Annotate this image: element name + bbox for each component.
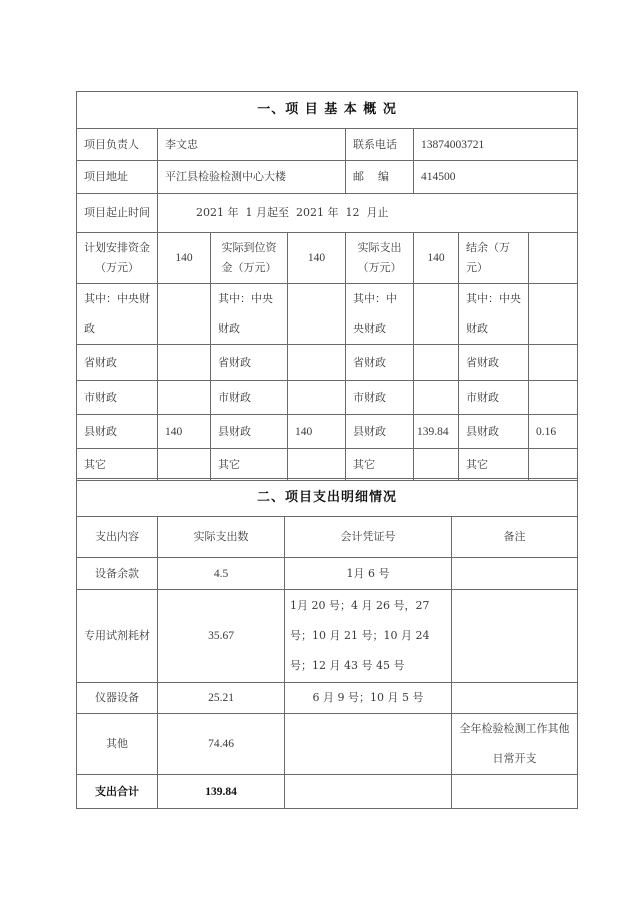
- fund-source-label: 县财政: [459, 415, 529, 449]
- fund-source-value: 0.16: [529, 415, 578, 449]
- project-overview-table: [76, 91, 578, 481]
- expense-note: [452, 558, 578, 590]
- planned-funds-value: 140: [158, 233, 211, 284]
- expense-item: 专用试剂耗材: [77, 590, 158, 683]
- fund-source-label: 省财政: [459, 345, 529, 381]
- fund-source-label: 市财政: [211, 381, 288, 415]
- fund-source-label: 其它: [77, 449, 158, 481]
- fund-source-value: [414, 284, 459, 345]
- fund-source-label: 其中：中央财政: [211, 284, 288, 345]
- total-note: [452, 775, 578, 809]
- expense-amount: 25.21: [158, 683, 285, 714]
- fund-source-value: [288, 449, 346, 481]
- total-voucher: [285, 775, 452, 809]
- expense-voucher: 1月 20 号；4 月 26 号，27 号；10 月 21 号；10 月 24 号；12 月 43 号 45 号: [285, 590, 452, 683]
- expense-note: [452, 683, 578, 714]
- expense-item: 设备余款: [77, 558, 158, 590]
- fund-source-value: 140: [288, 415, 346, 449]
- fund-source-value: 139.84: [414, 415, 459, 449]
- fund-source-label: 其中：中央财政: [459, 284, 529, 345]
- fund-source-label: 市财政: [77, 381, 158, 415]
- expense-voucher: 6 月 9 号；10 月 5 号: [285, 683, 452, 714]
- postcode-value: 414500: [414, 161, 578, 194]
- expense-voucher: 1月 6 号: [285, 558, 452, 590]
- received-funds-value: 140: [288, 233, 346, 284]
- fund-source-value: [529, 345, 578, 381]
- received-funds-label: 实际到位资金（万元）: [211, 233, 288, 284]
- total-label: 支出合计: [77, 775, 158, 809]
- total-amount: 139.84: [158, 775, 285, 809]
- table-row: [77, 590, 578, 683]
- fund-source-value: [288, 345, 346, 381]
- planned-funds-label: 计划安排资金（万元）: [77, 233, 158, 284]
- fund-source-label: 其中：中央财政: [77, 284, 158, 345]
- period-label: 项目起止时间: [77, 194, 158, 233]
- section2-title: 二、项目支出明细情况: [77, 479, 578, 517]
- fund-source-value: [529, 449, 578, 481]
- fund-source-value: [414, 381, 459, 415]
- fund-source-label: 其它: [346, 449, 414, 481]
- expense-item: 仪器设备: [77, 683, 158, 714]
- fund-source-label: 县财政: [346, 415, 414, 449]
- fund-source-value: [414, 345, 459, 381]
- fund-source-value: [529, 381, 578, 415]
- expense-voucher: [285, 714, 452, 775]
- expense-note: [452, 590, 578, 683]
- fund-source-value: [158, 345, 211, 381]
- fund-source-label: 其中：中央财政: [346, 284, 414, 345]
- postcode-label: 邮 编: [346, 161, 414, 194]
- expense-item: 其他: [77, 714, 158, 775]
- fund-source-value: [529, 284, 578, 345]
- address-label: 项目地址: [77, 161, 158, 194]
- fund-source-value: [288, 381, 346, 415]
- expense-detail-table: [76, 478, 578, 809]
- table-row-total: [77, 775, 578, 809]
- expense-note: 全年检验检测工作其他日常开支: [452, 714, 578, 775]
- phone-label: 联系电话: [346, 129, 414, 161]
- table-row: [77, 714, 578, 775]
- table-row: [77, 683, 578, 714]
- fund-source-value: 140: [158, 415, 211, 449]
- fund-source-label: 省财政: [77, 345, 158, 381]
- fund-source-label: 其它: [211, 449, 288, 481]
- fund-source-value: [158, 381, 211, 415]
- table-row: [77, 558, 578, 590]
- fund-source-label: 其它: [459, 449, 529, 481]
- header-voucher: 会计凭证号: [285, 517, 452, 558]
- actual-expense-label: 实际支出（万元）: [346, 233, 414, 284]
- fund-source-label: 县财政: [77, 415, 158, 449]
- fund-source-label: 市财政: [459, 381, 529, 415]
- leader-value: 李文忠: [158, 129, 346, 161]
- fund-source-label: 县财政: [211, 415, 288, 449]
- expense-amount: 35.67: [158, 590, 285, 683]
- fund-source-value: [158, 284, 211, 345]
- phone-value: 13874003721: [414, 129, 578, 161]
- expense-amount: 4.5: [158, 558, 285, 590]
- header-note: 备注: [452, 517, 578, 558]
- fund-source-value: [288, 284, 346, 345]
- actual-expense-value: 140: [414, 233, 459, 284]
- section1-title: 一、项 目 基 本 概 况: [77, 92, 578, 129]
- fund-source-label: 省财政: [346, 345, 414, 381]
- fund-source-label: 市财政: [346, 381, 414, 415]
- balance-label: 结余（万元）: [459, 233, 529, 284]
- expense-amount: 74.46: [158, 714, 285, 775]
- period-value: 2021 年 1 月起至 2021 年 12 月止: [158, 194, 578, 233]
- header-item: 支出内容: [77, 517, 158, 558]
- fund-source-value: [158, 449, 211, 481]
- header-amount: 实际支出数: [158, 517, 285, 558]
- address-value: 平江县检验检测中心大楼: [158, 161, 346, 194]
- fund-source-label: 省财政: [211, 345, 288, 381]
- leader-label: 项目负责人: [77, 129, 158, 161]
- balance-value: [529, 233, 578, 284]
- fund-source-value: [414, 449, 459, 481]
